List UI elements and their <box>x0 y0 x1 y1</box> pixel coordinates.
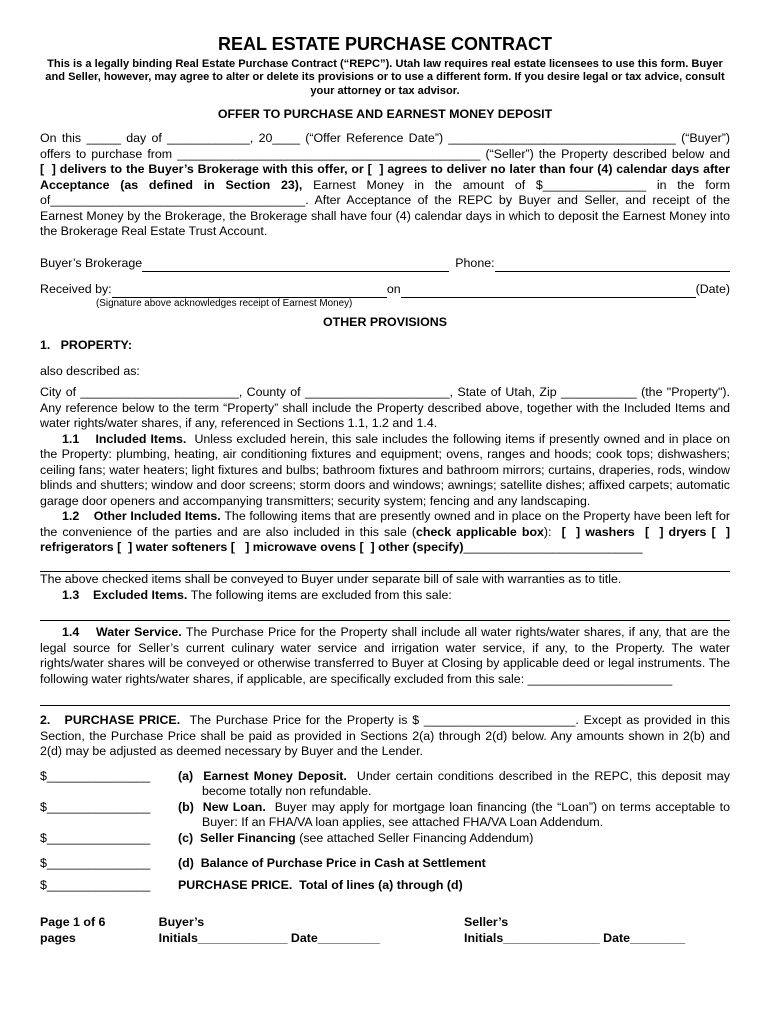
section-1-1-label: 1.1 Included Items. <box>62 431 195 446</box>
purchase-price-breakdown <box>40 769 730 894</box>
section-2-text: The Purchase Price for the Property is $ ______________________. Except as provided in this Section, the Purchase Price shall be paid as provided in Sections 2(a) through 2(d) below. Any amounts shown in 2(b) and 2(d) may be adjusted as deemed necessary by Buyer and the Lender. <box>40 713 730 759</box>
section-1-2-text-2: ): <box>543 524 562 539</box>
offer-text-1: On this _____ day of ____________, 20____ (“Offer Reference Date”) _________________________________ (“Buyer”) offers to purchase from ____________________________________________ (“Seller”) the Property described below and <box>40 131 730 161</box>
new-loan-amount-field[interactable]: $_______________ <box>40 799 151 814</box>
property-label: 1. PROPERTY: <box>40 337 133 352</box>
seller-initials-fields[interactable]: Seller’s Initials______________ Date________ <box>464 915 686 945</box>
section-1-2-text-1: The following items that are presently owned and in place on the Property have been left for the convenience of the parties and are also included in this sale ( <box>40 509 730 539</box>
page-footer <box>40 915 730 946</box>
section-1-2-other-included-items <box>40 509 730 556</box>
section-1-1-text: Unless excluded herein, this sale includes the following items if presently owned and in place on the Property: plumbing, heating, air conditioning fixtures and equipment; ovens, ranges and hoods; cook tops; dishwashers; ceiling fans; water heaters; light fixtures and bulbs; bathroom fixtures and bathroom mirrors; curtains, draperies, rods, window blinds and shutters; window and door screens; storm doors and windows; awnings; satellite dishes; affixed carpets; automatic garage door openers and accompanying transmitters; security system; fencing and any landscaping. <box>40 431 730 508</box>
phone-label: Phone: <box>455 256 495 271</box>
section-1-3-label: 1.3 Excluded Items. <box>62 587 191 602</box>
price-row-new-loan <box>40 800 730 831</box>
balance-amount-field[interactable]: $_______________ <box>40 856 151 871</box>
other-included-items-checkboxes[interactable]: [ ] washers [ ] dryers [ ] refrigerators [ ] water softeners [ ] microwave ovens [ ] other (specify) <box>40 524 730 555</box>
earnest-money-description <box>178 769 730 800</box>
total-amount-field[interactable]: $_______________ <box>40 877 151 892</box>
earnest-money-amount-field[interactable]: $_______________ <box>40 768 151 783</box>
offer-section-heading: OFFER TO PURCHASE AND EARNEST MONEY DEPOSIT <box>217 106 553 121</box>
balance-description <box>178 856 730 872</box>
section-2-label: 2. PURCHASE PRICE. <box>40 713 190 728</box>
section-2-purchase-price <box>40 713 730 760</box>
date-label: (Date) <box>695 282 730 297</box>
signature-note: (Signature above acknowledges receipt of Earnest Money) <box>96 297 353 309</box>
section-1-1-included-items <box>40 432 730 510</box>
offer-delivery-checkbox-options: [ ] delivers to the Buyer’s Brokerage with this offer, or [ ] agrees to deliver no later than four (4) calendar days after Acceptance (as defined in Section 23), <box>40 162 730 192</box>
seller-financing-description <box>178 831 730 847</box>
water-shares-continuation-field[interactable] <box>40 692 730 706</box>
section-1-4-text: The Purchase Price for the Property shall include all water rights/water shares, if any, that are the legal source for Seller’s current culinary water service and irrigation water service, if any, to the Property. The water rights/water shares will be conveyed or otherwise transferred to Buyer at Closing by applicable deed or legal instruments. The following water rights/water shares, if applicable, are specifically excluded from this sale: _____________________ <box>40 625 730 686</box>
brokerage-phone-field[interactable] <box>495 256 730 272</box>
also-described-row <box>40 363 730 379</box>
check-applicable-box-label: check applicable box <box>415 524 544 539</box>
also-described-label: also described as: <box>40 363 140 378</box>
price-row-total <box>40 878 730 894</box>
document-title: REAL ESTATE PURCHASE CONTRACT <box>217 34 552 54</box>
bill-of-sale-text: The above checked items shall be conveyed to Buyer under separate bill of sale with warranties as to title. <box>40 571 622 586</box>
new-loan-text: Buyer may apply for mortgage loan financing (the “Loan”) on terms acceptable to Buyer: If an FHA/VA loan applies, see attached FHA/VA Loan Addendum. <box>202 799 730 830</box>
other-provisions-heading: OTHER PROVISIONS <box>323 314 447 329</box>
page-number-label: Page 1 of 6 pages <box>40 915 106 945</box>
received-on-date-field[interactable] <box>401 282 696 298</box>
received-by-label: Received by: <box>40 282 112 297</box>
excluded-items-continuation-field[interactable] <box>40 607 730 621</box>
earnest-money-text: Under certain conditions described in the REPC, this deposit may become totally non refundable. <box>202 768 731 799</box>
new-loan-label: (b) New Loan. <box>178 799 275 814</box>
section-1-2-label: 1.2 Other Included Items. <box>62 509 225 524</box>
section-1-3-excluded-items <box>40 587 730 603</box>
seller-financing-amount-field[interactable]: $_______________ <box>40 830 151 845</box>
brokerage-row <box>40 256 730 272</box>
price-row-balance <box>40 856 730 872</box>
other-specify-field[interactable]: __________________________ <box>463 540 643 555</box>
buyer-initials-fields[interactable]: Buyer’s Initials_____________ Date_________ <box>158 915 380 945</box>
balance-label: (d) Balance of Purchase Price in Cash at Settlement <box>178 856 486 871</box>
received-by-signature-field[interactable] <box>112 282 387 298</box>
on-label: on <box>386 282 401 297</box>
offer-paragraph <box>40 131 730 240</box>
earnest-money-label: (a) Earnest Money Deposit. <box>178 768 357 783</box>
property-section-row <box>40 337 730 353</box>
section-1-3-text: The following items are excluded from this sale: <box>190 587 456 602</box>
price-row-earnest-money <box>40 769 730 800</box>
received-by-row <box>40 282 730 298</box>
document-disclaimer: This is a legally binding Real Estate Purchase Contract (“REPC”). Utah law requires real estate licensees to use this form. Buyer and Seller, however, may agree to alter or delete its provisions or to use a different form. If you desire legal or tax advice, consult your attorney or tax advisor. <box>45 58 725 97</box>
new-loan-description <box>178 800 730 831</box>
other-specify-continuation-field[interactable] <box>40 558 730 572</box>
price-row-seller-financing <box>40 831 730 847</box>
offer-text-2: Earnest Money in the amount of $_______________ in the form of_____________________________________. After Acceptance of the REPC by Buyer and Seller, and receipt of the Earnest Money by the Brokerage, the Brokerage shall have four (4) calendar days in which to deposit the Earnest Money into the Brokerage Real Estate Trust Account. <box>40 177 731 239</box>
section-1-4-water-service <box>40 625 730 687</box>
total-description <box>178 878 730 894</box>
section-1-4-label: 1.4 Water Service. <box>62 625 186 640</box>
brokerage-name-field[interactable] <box>142 256 449 272</box>
total-label: PURCHASE PRICE. Total of lines (a) through (d) <box>178 877 463 892</box>
seller-financing-label: (c) Seller Financing <box>178 830 300 845</box>
city-county-paragraph: City of _______________________, County of _____________________, State of Utah, Zip ___________ (the "Property"). Any reference below to the term “Property” shall include the Property described above, together with the Included Items and water rights/water shares, if any, referenced in Sections 1.1, 1.2 and 1.4. <box>40 385 730 431</box>
brokerage-label: Buyer’s Brokerage <box>40 256 143 271</box>
seller-financing-text: (see attached Seller Financing Addendum) <box>299 830 534 845</box>
